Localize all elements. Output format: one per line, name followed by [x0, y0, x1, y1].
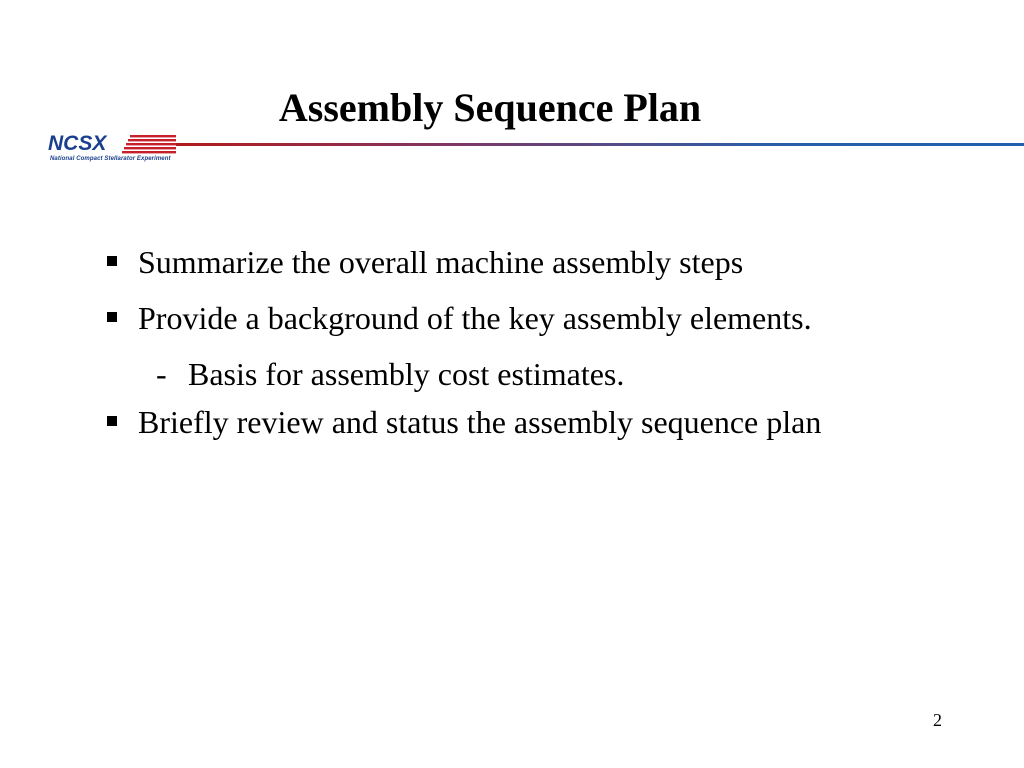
page-number: 2 [933, 710, 942, 730]
ncsx-logo [44, 128, 178, 168]
slide-title: Assembly Sequence Plan [278, 85, 702, 130]
sub-bullet-text: Basis for assembly cost estimates. [188, 356, 625, 392]
logo-stripes [122, 135, 176, 153]
bullet-item [104, 398, 944, 446]
bullet-text: Provide a background of the key assembly elements. [138, 300, 812, 336]
square-bullet-icon [107, 416, 117, 426]
bullet-item [104, 238, 944, 286]
bullet-item [104, 294, 944, 342]
dash-bullet: - [156, 356, 167, 392]
square-bullet-icon [107, 256, 117, 266]
logo-wordmark: NCSX [48, 132, 107, 155]
bullet-list [104, 238, 944, 446]
logo-subtitle: National Compact Stellarator Experiment [50, 156, 171, 162]
bullet-text: Briefly review and status the assembly sequence plan [138, 404, 822, 440]
bullet-text: Summarize the overall machine assembly steps [138, 244, 744, 280]
ncsx-logo-graphic [44, 128, 178, 158]
square-bullet-icon [107, 312, 117, 322]
sub-bullet-item [104, 350, 944, 398]
header-rule [176, 143, 1024, 146]
